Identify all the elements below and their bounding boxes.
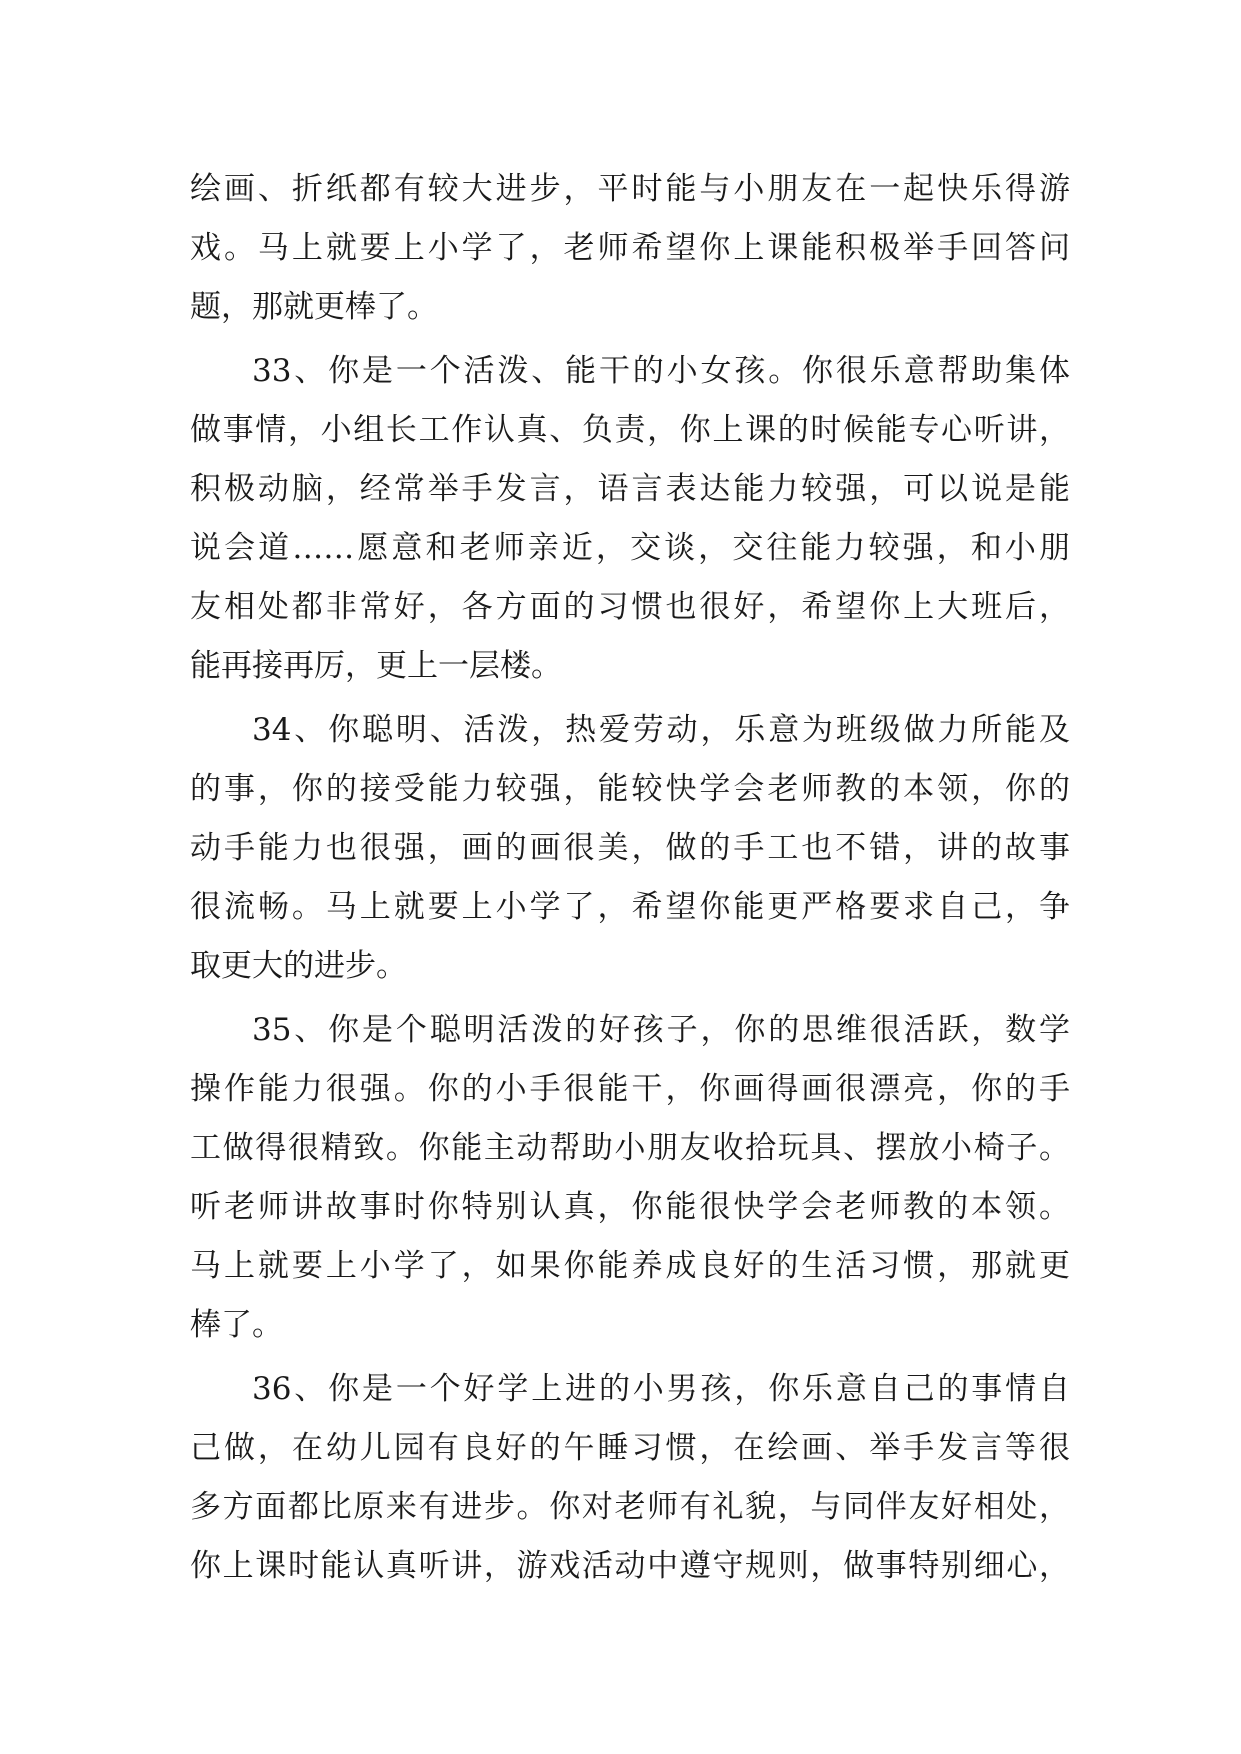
text-line: 戏。马上就要上小学了，老师希望你上课能积极举手回答问	[190, 230, 1070, 266]
text-line: 友相处都非常好，各方面的习惯也很好，希望你上大班后，	[190, 589, 1070, 625]
text-line: 己做，在幼儿园有良好的午睡习惯，在绘画、举手发言等很	[190, 1430, 1070, 1466]
text-line: 积极动脑，经常举手发言，语言表达能力较强，可以说是能	[190, 471, 1070, 507]
text-line: 很流畅。马上就要上小学了，希望你能更严格要求自己，争	[190, 889, 1070, 925]
text-line: 马上就要上小学了，如果你能养成良好的生活习惯，那就更	[190, 1248, 1070, 1284]
text-line: 34、你聪明、活泼，热爱劳动，乐意为班级做力所能及	[252, 712, 1070, 748]
paragraph-33	[190, 342, 1070, 696]
text-line: 能再接再厉，更上一层楼。	[190, 648, 562, 684]
text-line: 做事情，小组长工作认真、负责，你上课的时候能专心听讲，	[190, 412, 1070, 448]
text-line: 工做得很精致。你能主动帮助小朋友收拾玩具、摆放小椅子。	[190, 1130, 1070, 1166]
text-line: 你上课时能认真听讲，游戏活动中遵守规则，做事特别细心，	[190, 1548, 1070, 1584]
text-line: 36、你是一个好学上进的小男孩，你乐意自己的事情自	[252, 1371, 1070, 1407]
text-line: 操作能力很强。你的小手很能干，你画得画很漂亮，你的手	[190, 1071, 1070, 1107]
text-line: 绘画、折纸都有较大进步，平时能与小朋友在一起快乐得游	[190, 171, 1070, 207]
paragraph-36	[190, 1360, 1070, 1596]
text-line: 33、你是一个活泼、能干的小女孩。你很乐意帮助集体	[252, 353, 1070, 389]
paragraph-35	[190, 1001, 1070, 1355]
text-line: 说会道……愿意和老师亲近，交谈，交往能力较强，和小朋	[190, 530, 1070, 566]
text-line: 棒了。	[190, 1307, 283, 1343]
text-line: 题，那就更棒了。	[190, 289, 438, 325]
text-line: 的事，你的接受能力较强，能较快学会老师教的本领，你的	[190, 771, 1070, 807]
text-line: 35、你是个聪明活泼的好孩子，你的思维很活跃，数学	[252, 1012, 1070, 1048]
body-text	[190, 160, 1070, 1596]
text-line: 听老师讲故事时你特别认真，你能很快学会老师教的本领。	[190, 1189, 1070, 1225]
paragraph-continuation	[190, 160, 1070, 337]
text-line: 多方面都比原来有进步。你对老师有礼貌，与同伴友好相处，	[190, 1489, 1070, 1525]
text-line: 取更大的进步。	[190, 948, 407, 984]
paragraph-34	[190, 701, 1070, 996]
text-line: 动手能力也很强，画的画很美，做的手工也不错，讲的故事	[190, 830, 1070, 866]
